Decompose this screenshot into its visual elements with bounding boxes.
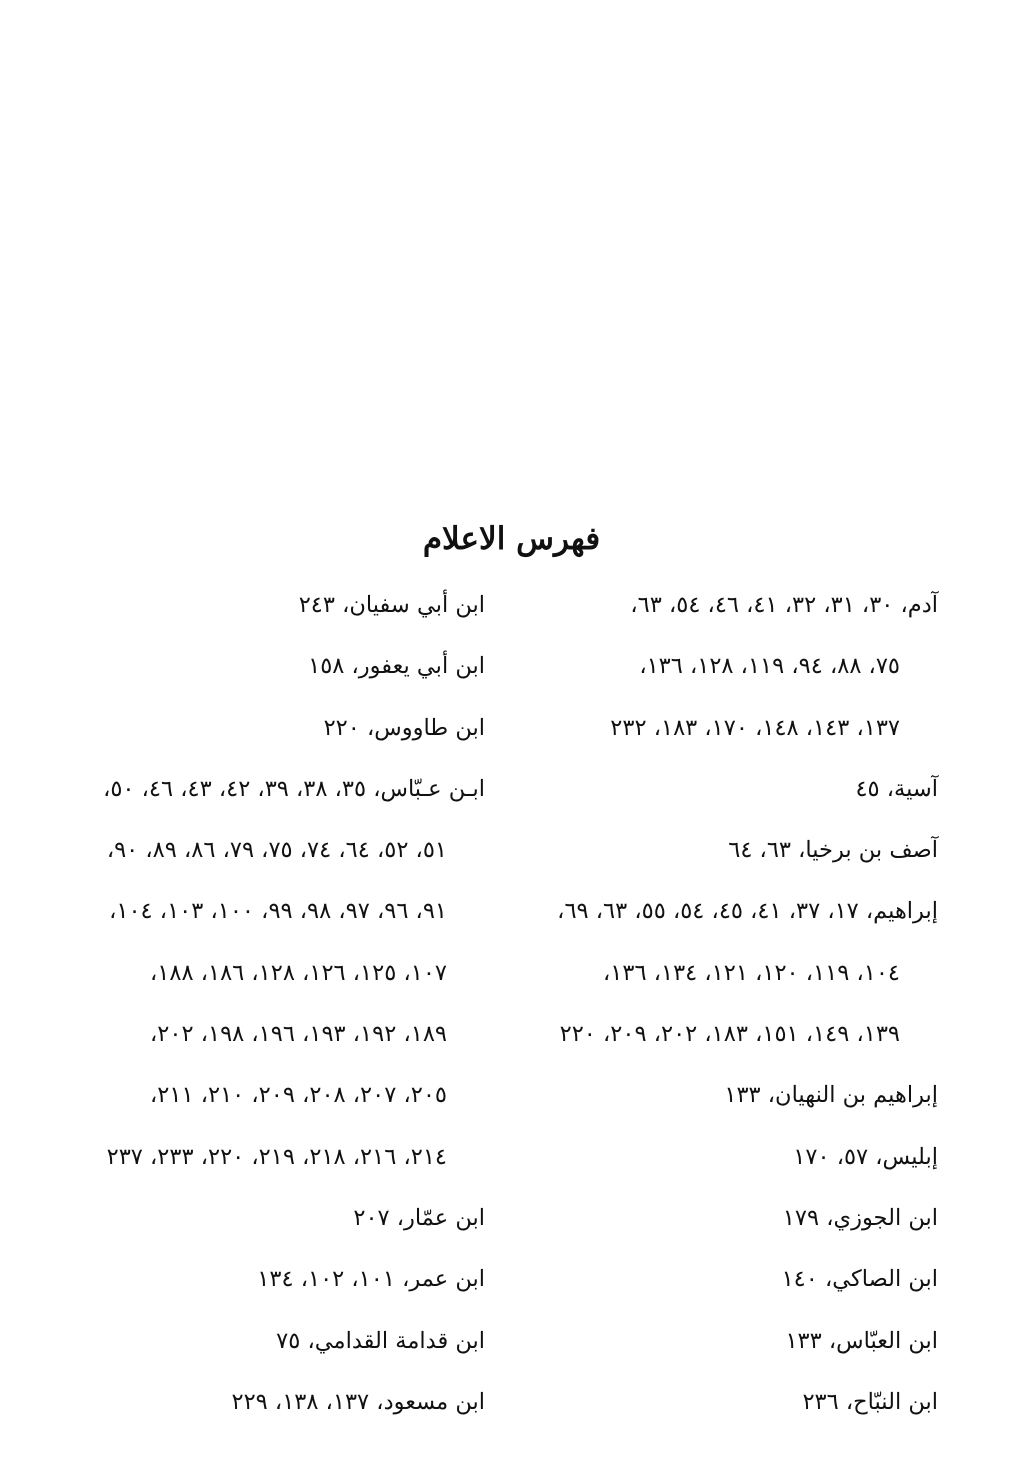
index-entry: إبراهيم، ١٧، ٣٧، ٤١، ٤٥، ٥٤، ٥٥، ٦٣، ٦٩، <box>557 898 938 925</box>
index-entry: آصف بن برخيا، ٦٣، ٦٤ <box>728 837 938 864</box>
index-entry: ابن عمر، ١٠١، ١٠٢، ١٣٤ <box>257 1266 485 1293</box>
index-entry-continuation: ١٣٧، ١٤٣، ١٤٨، ١٧٠، ١٨٣، ٢٣٢ <box>610 714 900 741</box>
index-entry-continuation: ٥١، ٥٢، ٦٤، ٧٤، ٧٥، ٧٩، ٨٦، ٨٩، ٩٠، <box>106 837 447 864</box>
index-entry: ابن عمّار، ٢٠٧ <box>353 1204 485 1231</box>
page-title: فهرس الاعلام <box>422 521 601 557</box>
index-entry-continuation: ١٨٩، ١٩٢، ١٩٣، ١٩٦، ١٩٨، ٢٠٢، <box>150 1021 447 1048</box>
index-entry: ابن الجوزي، ١٧٩ <box>782 1204 938 1231</box>
index-column-left <box>25 580 485 1438</box>
index-entry: إبراهيم بن النهيان، ١٣٣ <box>724 1082 938 1109</box>
index-entry: ابن الصاكي، ١٤٠ <box>781 1266 938 1293</box>
index-entry: ابـن عـبّاس، ٣٥، ٣٨، ٣٩، ٤٢، ٤٣، ٤٦، ٥٠، <box>103 775 485 802</box>
index-entry-continuation: ٩١، ٩٦، ٩٧، ٩٨، ٩٩، ١٠٠، ١٠٣، ١٠٤، <box>109 898 447 925</box>
index-entry: ابن العبّاس، ١٣٣ <box>785 1327 938 1354</box>
index-entry: ابن طاووس، ٢٢٠ <box>323 714 485 741</box>
index-column-right <box>528 580 938 1438</box>
index-entry: آدم، ٣٠، ٣١، ٣٢، ٤١، ٤٦، ٥٤، ٦٣، <box>630 592 938 618</box>
index-entry: ابن النبّاح، ٢٣٦ <box>802 1388 938 1415</box>
index-entry-continuation: ١٣٩، ١٤٩، ١٥١، ١٨٣، ٢٠٢، ٢٠٩، ٢٢٠ <box>559 1021 900 1048</box>
index-entry-continuation: ٢٠٥، ٢٠٧، ٢٠٨، ٢٠٩، ٢١٠، ٢١١، <box>150 1082 447 1109</box>
index-entry: إبليس، ٥٧، ١٧٠ <box>793 1143 938 1170</box>
index-entry: ابن قدامة القدامي، ٧٥ <box>276 1327 485 1354</box>
index-entry: ابن مسعود، ١٣٧، ١٣٨، ٢٢٩ <box>231 1388 485 1415</box>
index-entry: ابن أبي يعفور، ١٥٨ <box>308 653 485 680</box>
index-entry-continuation: ٧٥، ٨٨، ٩٤، ١١٩، ١٢٨، ١٣٦، <box>639 653 900 680</box>
index-entry: آسية، ٤٥ <box>855 775 938 802</box>
index-entry: ابن أبي سفيان، ٢٤٣ <box>298 592 485 618</box>
index-entry-continuation: ٢١٤، ٢١٦، ٢١٨، ٢١٩، ٢٢٠، ٢٣٣، ٢٣٧ <box>106 1143 447 1170</box>
index-entry-continuation: ١٠٤، ١١٩، ١٢٠، ١٢١، ١٣٤، ١٣٦، <box>603 959 900 986</box>
index-entry-continuation: ١٠٧، ١٢٥، ١٢٦، ١٢٨، ١٨٦، ١٨٨، <box>150 959 447 986</box>
